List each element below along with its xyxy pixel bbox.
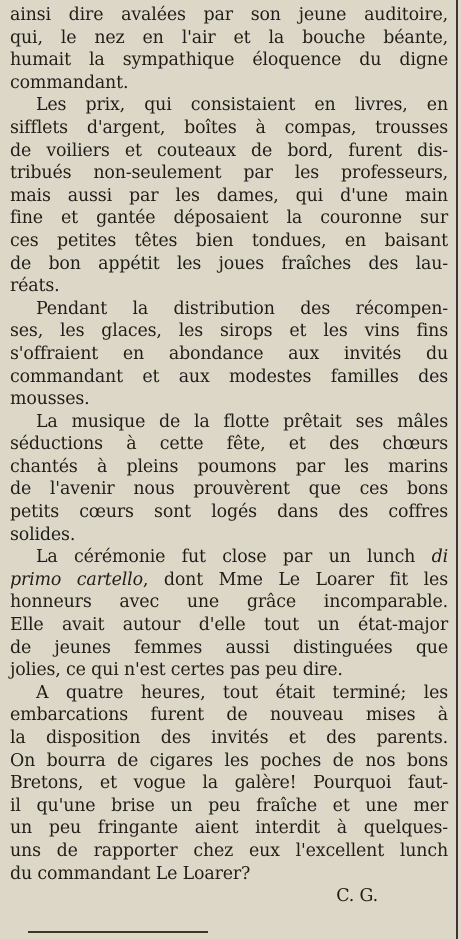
section-divider	[28, 931, 208, 933]
text-line: commandant.	[10, 72, 129, 93]
text-line: uns de rapporter chez eux l'excellent lunch	[10, 840, 448, 861]
text-line: Les prix, qui consistaient en livres, en	[36, 95, 448, 116]
paragraph-2	[10, 94, 448, 297]
text-run: , dont Mme Le Loarer fit les	[142, 569, 448, 590]
text-line: il qu'une brise un peu fraîche et une mer	[10, 795, 448, 816]
text-line	[10, 546, 448, 569]
column-rule	[456, 0, 458, 939]
paragraph-5	[10, 546, 448, 682]
text-line: du commandant Le Loarer?	[10, 863, 251, 884]
text-line: de l'avenir nous prouvèrent que ces bons	[10, 479, 448, 500]
text-line: fine et gantée déposaient la couronne sur	[10, 208, 448, 229]
text-line: solides.	[10, 524, 76, 545]
text-line: qui, le nez en l'air et la bouche béante,	[10, 27, 448, 48]
text-line: de jeunes femmes aussi distinguées que	[10, 637, 448, 658]
text-line: ces petites têtes bien tondues, en baisant	[10, 230, 448, 251]
text-line: la disposition des invités et des parents.	[10, 728, 448, 748]
text-line: Pendant la distribution des récompen-	[36, 298, 448, 319]
text-line: de bon appétit les joues fraîches des lau-	[10, 253, 448, 274]
text-line: mousses.	[10, 389, 90, 410]
text-line: s'offraient en abondance aux invités du	[10, 343, 448, 364]
text-line: La musique de la flotte prêtait ses mâles	[36, 411, 448, 432]
text-line: A quatre heures, tout était terminé; les	[36, 682, 448, 703]
text-line: petits cœurs sont logés dans des coffres	[10, 502, 448, 523]
text-line: Elle avait autour d'elle tout un état-major	[10, 615, 448, 636]
text-line: honneurs avec une grâce incomparable.	[10, 592, 448, 613]
text-line: sifflets d'argent, boîtes à compas, trousses	[10, 117, 448, 138]
text-line: mais aussi par les dames, qui d'une main	[10, 185, 448, 206]
italic-text: primo cartello	[10, 569, 143, 590]
signature: C. G.	[336, 886, 378, 907]
paragraph-4	[10, 411, 448, 547]
text-line: un peu fringante aient interdit à quelques-	[10, 818, 448, 839]
text-line: chantés à pleins poumons par les marins	[10, 456, 448, 477]
text-line: séductions à cette fête, et des chœurs	[10, 434, 448, 455]
text-line: réats.	[10, 276, 60, 297]
paragraph-6	[10, 682, 448, 885]
text-line	[10, 569, 448, 592]
text-line: commandant et aux modestes familles des	[10, 366, 448, 387]
text-line: ses, les glaces, les sirops et les vins fins	[10, 321, 448, 342]
text-line: tribués non-seulement par les professeurs,	[10, 163, 448, 184]
text-line: Bretons, et vogue la galère! Pourquoi faut-	[10, 773, 448, 794]
text-line: On bourra de cigares les poches de nos bons	[10, 750, 448, 771]
text-line: humait la sympathique éloquence du digne	[10, 50, 448, 71]
paragraph-1	[10, 4, 448, 94]
article-column	[10, 4, 448, 908]
italic-text: di	[431, 547, 448, 568]
text-line: embarcations furent de nouveau mises à	[10, 705, 448, 726]
text-run: La cérémonie fut close par un lunch	[36, 547, 432, 568]
text-line: jolies, ce qui n'est certes pas peu dire.	[10, 660, 343, 681]
text-line: ainsi dire avalées par son jeune auditoire,	[10, 5, 448, 25]
text-line: de voiliers et couteaux de bord, furent dis-	[10, 140, 448, 161]
paragraph-3	[10, 298, 448, 411]
